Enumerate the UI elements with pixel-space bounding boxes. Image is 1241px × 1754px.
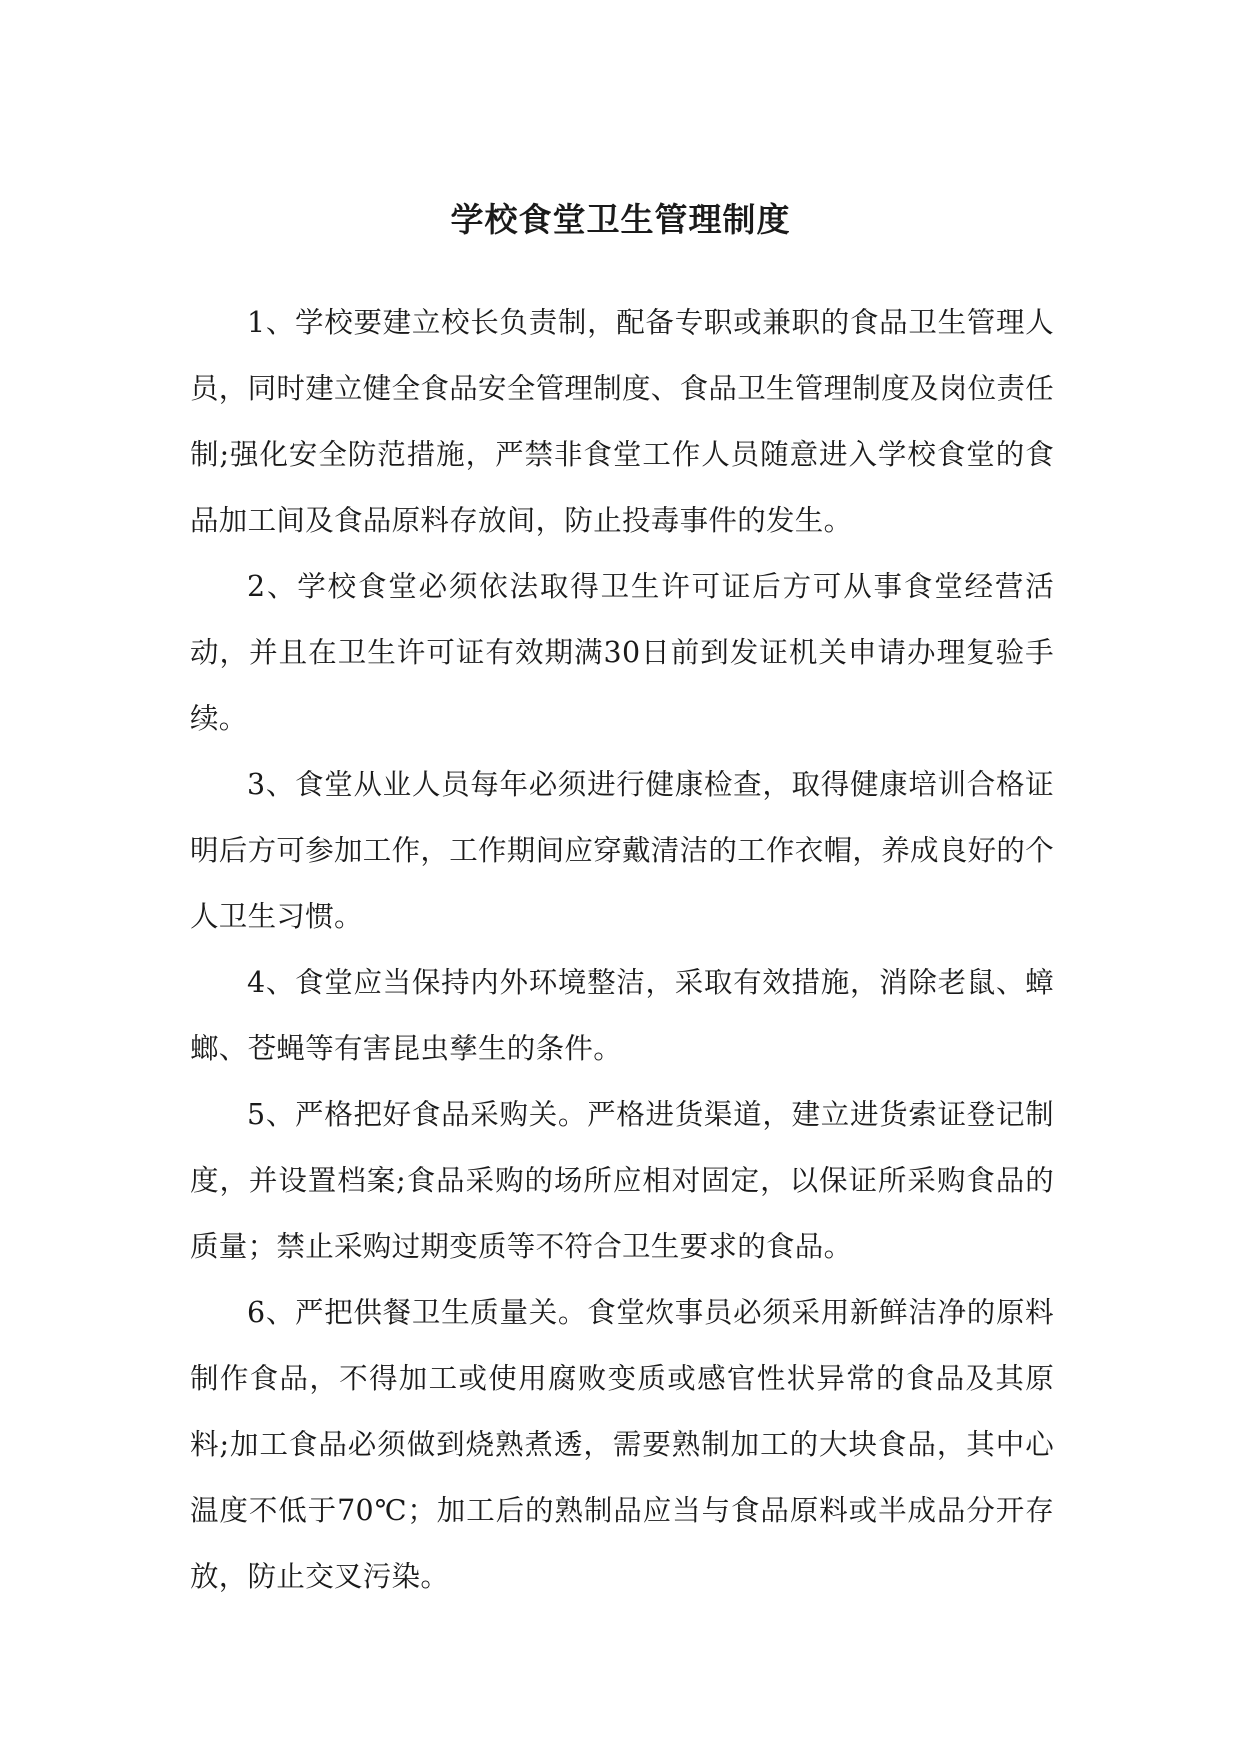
paragraph-3: 3、食堂从业人员每年必须进行健康检查，取得健康培训合格证明后方可参加工作，工作期间应穿戴清洁的工作衣帽，养成良好的个人卫生习惯。 bbox=[190, 768, 1055, 933]
paragraph-4: 4、食堂应当保持内外环境整洁，采取有效措施，消除老鼠、蟑螂、苍蝇等有害昆虫孳生的条件。 bbox=[190, 966, 1054, 1065]
paragraph-5: 5、严格把好食品采购关。严格进货渠道，建立进货索证登记制度，并设置档案;食品采购的场所应相对固定，以保证所采购食品的质量；禁止采购过期变质等不符合卫生要求的食品。 bbox=[190, 1098, 1054, 1263]
paragraph-1: 1、学校要建立校长负责制，配备专职或兼职的食品卫生管理人员，同时建立健全食品安全管理制度、食品卫生管理制度及岗位责任制;强化安全防范措施，严禁非食堂工作人员随意进入学校食堂的食品加工间及食品原料存放间，防止投毒事件的发生。 bbox=[190, 306, 1055, 537]
paragraph-2: 2、学校食堂必须依法取得卫生许可证后方可从事食堂经营活动，并且在卫生许可证有效期满30日前到发证机关申请办理复验手续。 bbox=[190, 570, 1054, 735]
document-body bbox=[190, 290, 1054, 1610]
document-title: 学校食堂卫生管理制度 bbox=[450, 200, 791, 239]
paragraph-6: 6、严把供餐卫生质量关。食堂炊事员必须采用新鲜洁净的原料制作食品，不得加工或使用腐败变质或感官性状异常的食品及其原料;加工食品必须做到烧熟煮透，需要熟制加工的大块食品，其中心温度不低于70℃；加工后的熟制品应当与食品原料或半成品分开存放，防止交叉污染。 bbox=[190, 1296, 1054, 1593]
